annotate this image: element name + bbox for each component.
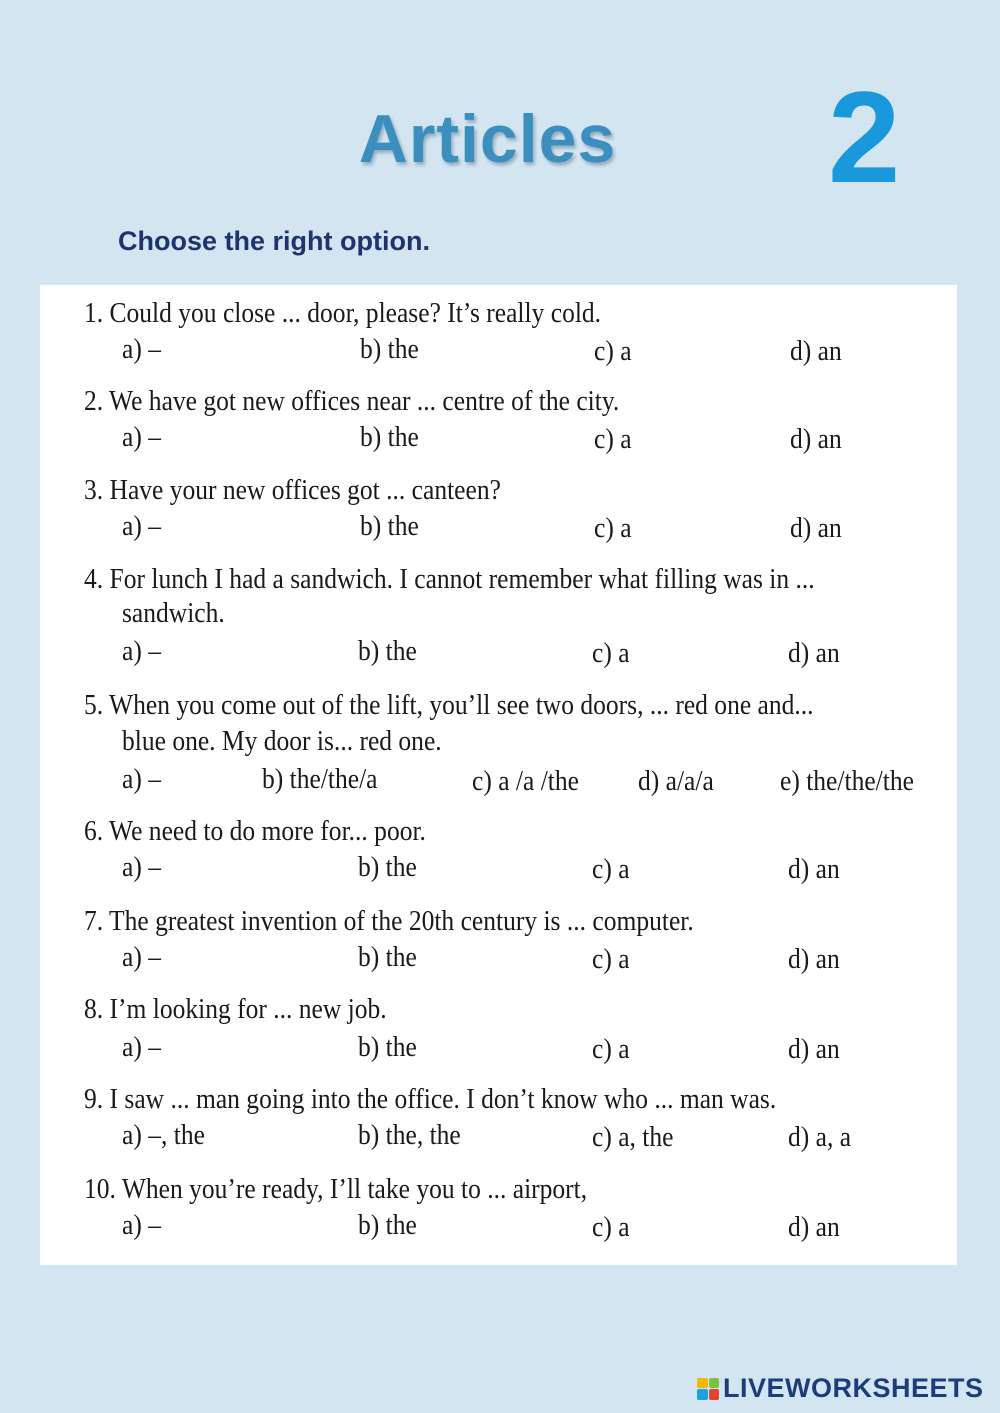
option-c[interactable]: c) a [594, 423, 632, 455]
question-text: 10. When you’re ready, I’ll take you to ... airport, [84, 1173, 588, 1205]
option-b[interactable]: b) the [360, 421, 419, 453]
question-text: 5. When you come out of the lift, you’ll see two doors, ... red one and... [84, 689, 814, 721]
option-c[interactable]: c) a [592, 943, 630, 975]
option-c[interactable]: c) a [594, 512, 632, 544]
question-text: 7. The greatest invention of the 20th century is ... computer. [84, 905, 694, 937]
option-d[interactable]: d) an [788, 637, 840, 669]
option-b[interactable]: b) the [358, 851, 417, 883]
question-text: 4. For lunch I had a sandwich. I cannot remember what filling was in ... [84, 563, 815, 595]
option-b[interactable]: b) the, the [358, 1119, 461, 1151]
option-a[interactable]: a) – [122, 421, 161, 453]
option-d[interactable]: d) an [788, 853, 840, 885]
option-d[interactable]: d) a/a/a [638, 765, 714, 797]
option-b[interactable]: b) the [360, 510, 419, 542]
option-d[interactable]: d) an [790, 423, 842, 455]
option-a[interactable]: a) –, the [122, 1119, 205, 1151]
option-b[interactable]: b) the [358, 1031, 417, 1063]
option-c[interactable]: c) a [594, 335, 632, 367]
liveworksheets-logo-icon [697, 1378, 719, 1400]
option-b[interactable]: b) the [360, 333, 419, 365]
option-c[interactable]: c) a [592, 637, 630, 669]
option-a[interactable]: a) – [122, 1031, 161, 1063]
option-b[interactable]: b) the/the/a [262, 763, 378, 795]
option-a[interactable]: a) – [122, 333, 161, 365]
instruction-text: Choose the right option. [118, 226, 430, 256]
option-d[interactable]: d) an [788, 1211, 840, 1243]
question-text-continued: sandwich. [122, 597, 225, 629]
option-d[interactable]: d) an [790, 512, 842, 544]
option-b[interactable]: b) the [358, 635, 417, 667]
option-c[interactable]: c) a [592, 1211, 630, 1243]
worksheet-number: 2 [828, 64, 901, 210]
option-d[interactable]: d) an [790, 335, 842, 367]
option-a[interactable]: a) – [122, 763, 161, 795]
option-e[interactable]: e) the/the/the [780, 765, 914, 797]
option-c[interactable]: c) a [592, 853, 630, 885]
option-d[interactable]: d) a, a [788, 1121, 852, 1153]
option-d[interactable]: d) an [788, 943, 840, 975]
option-c[interactable]: c) a /a /the [472, 765, 579, 797]
option-c[interactable]: c) a, the [592, 1121, 674, 1153]
option-b[interactable]: b) the [358, 941, 417, 973]
exercise-sheet [40, 285, 957, 1265]
question-text-continued: blue one. My door is... red one. [122, 725, 442, 757]
option-c[interactable]: c) a [592, 1033, 630, 1065]
question-text: 6. We need to do more for... poor. [84, 815, 426, 847]
option-d[interactable]: d) an [788, 1033, 840, 1065]
question-text: 1. Could you close ... door, please? It’s really cold. [84, 297, 602, 329]
question-text: 2. We have got new offices near ... centre of the city. [84, 385, 620, 417]
brand-text: LIVEWORKSHEETS [723, 1373, 984, 1403]
liveworksheets-brand[interactable] [697, 1373, 984, 1404]
question-text: 9. I saw ... man going into the office. I don’t know who ... man was. [84, 1083, 777, 1115]
option-b[interactable]: b) the [358, 1209, 417, 1241]
question-text: 3. Have your new offices got ... canteen? [84, 474, 501, 506]
option-a[interactable]: a) – [122, 510, 161, 542]
option-a[interactable]: a) – [122, 851, 161, 883]
page-title: Articles [358, 101, 617, 177]
option-a[interactable]: a) – [122, 1209, 161, 1241]
option-a[interactable]: a) – [122, 635, 161, 667]
option-a[interactable]: a) – [122, 941, 161, 973]
question-text: 8. I’m looking for ... new job. [84, 993, 387, 1025]
